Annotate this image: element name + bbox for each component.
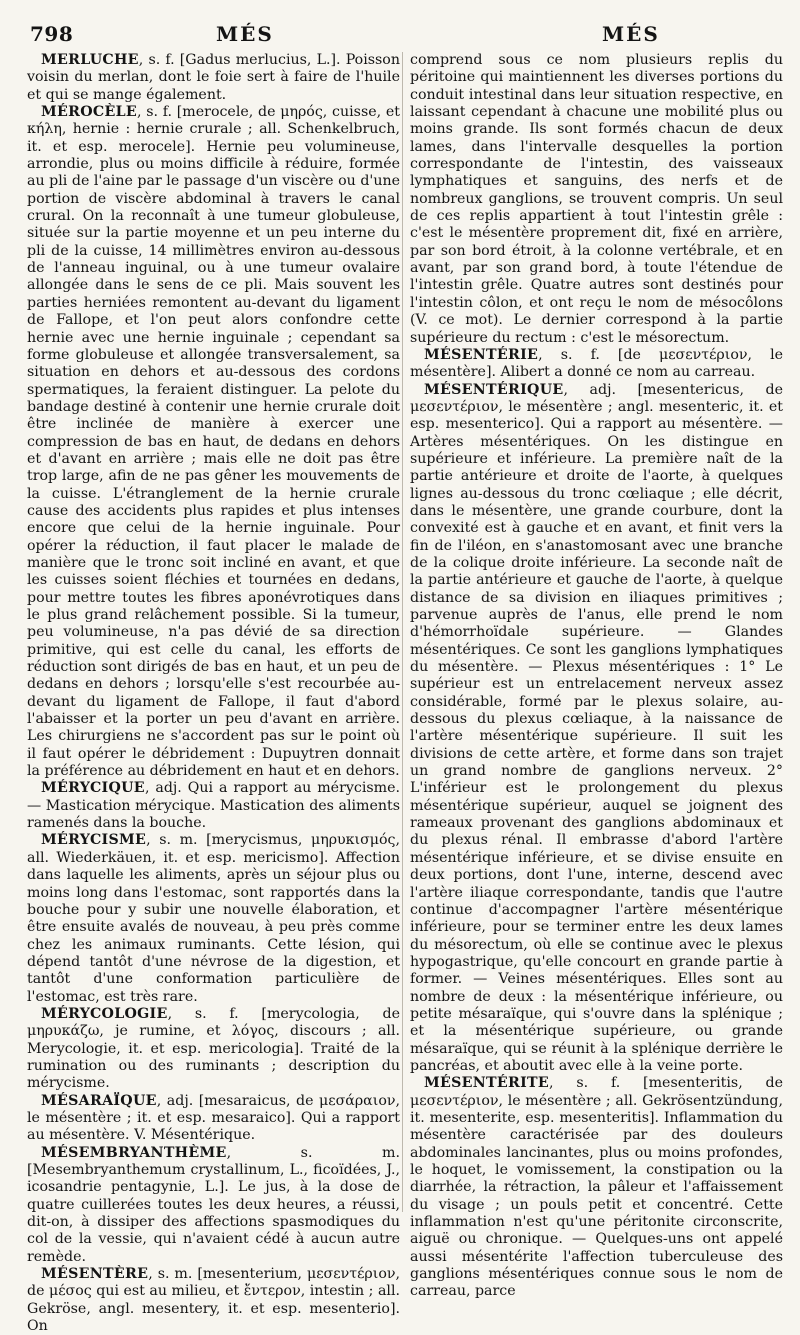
entry-mesenterie: [410, 347, 783, 382]
entry-text: , adj. [mesaraicus, de μεσάραιον, le mésentère ; it. et esp. mesaraico]. Qui a rapport au mésentère. V. Mésentérique.: [27, 1092, 400, 1144]
entry-mesenterite: [410, 1075, 783, 1300]
left-column: [27, 52, 400, 1335]
headword: MÉSENTÉRITE: [424, 1075, 550, 1092]
entry-text: , s. f. [merocele, de μηρός, cuisse, et κήλη, hernie : hernie crurale ; all. Schenkelbruch, it. et esp. merocele]. Hernie peu volumineuse, arrondie, plus ou moins difficile à réduire, formée au pli de l'aine par le passage d'un viscère ou d'une portion de viscère abdominal à travers le canal crural. On la reconnaît à une tumeur globuleuse, située sur la partie moyenne et un peu interne du pli de la cuisse, 14 millimètres environ au-dessous de l'anneau inguinal, ou à une tumeur ovalaire allongée dans le sens de ce pli. Mais souvent les parties herniées remontent au-devant du ligament de Fallope, et l'on peut alors confondre cette hernie avec une hernie inguinale ; cependant sa forme globuleuse et allongée transversalement, sa situation en dehors et au-dessous des cordons spermatiques, la feraient distinguer. La pelote du bandage destiné à contenir une hernie crurale doit être inclinée de manière à exercer une compression de bas en haut, de dedans en dehors et d'avant en arrière ; mais elle ne doit pas être trop large, afin de ne pas gêner les mouvements de la cuisse. L'étranglement de la hernie crurale cause des accidents plus rapides et plus intenses encore que celui de la hernie inguinale. Pour opérer la réduction, il faut placer le malade de manière que le tronc soit incliné en avant, et que les cuisses soient fléchies et tournées en dedans, pour mettre toutes les fibres aponévrotiques dans le plus grand relâchement possible. Si la tumeur, peu volumineuse, n'a pas dévié de sa direction primitive, qui est celle du canal, les efforts de réduction sont dirigés de bas en haut, et un peu de dedans en dehors ; lorsqu'elle s'est recourbée au-devant du ligament de Fallope, il faut d'abord l'abaisser et la porter un peu d'avant en arrière. Les chirurgiens ne s'accordent pas sur le point où il faut opérer le débridement : Dupuytren donnait la préférence au débridement en haut et en dehors.: [27, 104, 400, 780]
entry-text: , adj. [mesentericus, de μεσεντέριον, le mésentère ; angl. mesenteric, it. et esp. mesenterico]. Qui a rapport au mésentère. — Artères mésentériques. On les distingue en supérieure et inférieure. La première naît de la partie antérieure et droite de l'aorte, à quelques lignes au-dessous du tronc cœliaque ; elle décrit, dans le mésentère, une grande courbure, dont la convexité est à gauche et en avant, et finit vers la fin de l'iléon, en s'anastomosant avec une branche de la colique droite inférieure. La seconde naît de la partie antérieure et gauche de l'aorte, à quelque distance de sa division en iliaques primitives ; parvenue auprès de l'anus, elle prend le nom d'hémorrhoïdale supérieure. — Glandes mésentériques. Ce sont les ganglions lymphatiques du mésentère. — Plexus mésentériques : 1° Le supérieur est un entrelacement nerveux assez considérable, formé par le plexus solaire, au-dessous du plexus cœliaque, à la naissance de l'artère mésentérique supérieure. Il suit les divisions de cette artère, et forme dans son trajet un grand nombre de ganglions nerveux. 2° L'inférieur est le prolongement du plexus mésentérique supérieur, auquel se joignent des rameaux provenant des ganglions abdominaux et du plexus rénal. Il embrasse d'abord l'artère mésentérique inférieure, et se divise ensuite en deux portions, dont l'une, interne, descend avec l'artère iliaque correspondante, tandis que l'autre continue d'accompagner l'artère mésentérique inférieure, pour se terminer entre les deux lames du mésorectum, où elle se continue avec le plexus hypogastrique, qu'elle concourt en grande partie à former. — Veines mésentériques. Elles sont au nombre de deux : la mésentérique inférieure, ou petite mésaraïque, qui s'ouvre dans la splénique ; et la mésentérique supérieure, ou grande mésaraïque, qui se réunit à la splénique derrière le pancréas, et aboutit avec elle à la veine porte.: [410, 381, 783, 1074]
entry-mesembryantheme: [27, 1145, 400, 1266]
entry-mesentere-continued: [410, 52, 783, 347]
entry-mesenterique: [410, 382, 783, 1076]
headword: MÉSENTÈRE: [41, 1266, 149, 1283]
headword: MÉRYCISME: [41, 832, 147, 849]
page-header: [30, 22, 778, 50]
entry-text: , s. f. [mesenteritis, de μεσεντέριον, le mésentère ; all. Gekrösentzündung, it. mesenterite, esp. mesenteritis]. Inflammation du mésentère caractérisée par des douleurs abdominales lancinantes, plus ou moins profondes, le hoquet, le vomissement, la constipation ou la diarrhée, la rétraction, la pâleur et l'affaissement du visage ; un pouls petit et concentré. Cette inflammation n'est qu'une péritonite circonscrite, aiguë ou chronique. — Quelques-uns ont appelé aussi mésentérite l'affection tuberculeuse des ganglions mésentériques connue sous le nom de carreau, parce: [410, 1075, 783, 1300]
entry-text: comprend sous ce nom plusieurs replis du péritoine qui maintiennent les diverses portions du conduit intestinal dans leur situation respective, en laissant cependant à chacune une mobilité plus ou moins grande. Ils sont formés chacun de deux lames, dans l'intervalle desquelles la portion correspondante de l'intestin, des vaisseaux lymphatiques et sanguins, des nerfs et de nombreux ganglions, se trouvent compris. Un seul de ces replis appartient à tout l'intestin grêle : c'est le mésentère proprement dit, fixé en arrière, par son bord étroit, à la colonne vertébrale, et en avant, par son grand bord, à toute l'étendue de l'intestin grêle. Quatre autres sont destinés pour l'intestin côlon, et ont reçu le nom de mésocôlons (V. ce mot). Le dernier correspond à la partie supérieure du rectum : c'est le mésorectum.: [410, 52, 783, 346]
entry-text: , s. f. [Gadus merlucius, L.]. Poisson voisin du merlan, dont le foie sert à faire de l'huile et qui se mange également.: [27, 52, 400, 103]
entry-text: , s. f. [merycologia, de μηρυκάζω, je rumine, et λόγος, discours ; all. Merycologie, it. et esp. mericologia]. Traité de la rumination ou des ruminants ; description du mérycisme.: [27, 1005, 400, 1092]
headword: MÉSENTÉRIE: [424, 346, 539, 363]
headword: MÉSARAÏQUE: [41, 1092, 157, 1109]
column-divider: [402, 52, 403, 1212]
entry-text: , s. m. [mesenterium, μεσεντέριον, de μέσος qui est au milieu, et ἔντερον, intestin ; all. Gekröse, angl. mesentery, it. et esp. mesenterio]. On: [27, 1266, 400, 1335]
entry-mesaraique: [27, 1093, 400, 1145]
entry-merocele: [27, 104, 400, 780]
entry-merluche: [27, 52, 400, 104]
entry-text: , s. f. [de μεσεντέριον, le mésentère]. Alibert a donné ce nom au carreau.: [410, 346, 783, 381]
right-column: [410, 52, 783, 1300]
page-number: 798: [30, 22, 74, 46]
headword: MÉRYCOLOGIE: [41, 1005, 168, 1022]
entry-merycisme: [27, 832, 400, 1005]
entry-text: , adj. Qui a rapport au mérycisme. — Mastication mérycique. Mastication des aliments ramenés dans la bouche.: [27, 780, 400, 832]
entry-merycique: [27, 780, 400, 832]
headword: MERLUCHE: [41, 52, 139, 68]
running-head-right: MÉS: [602, 22, 660, 46]
entry-mesentere: [27, 1266, 400, 1335]
entry-text: , s. m. [Mesembryanthemum crystallinum, L., ficoïdées, J., icosandrie pentagynie, L.]. Le jus, à la dose de quatre cuillerées toutes les deux heures, a réussi, dit-on, à dissiper des affections spasmodiques du col de la vessie, qui n'avaient cédé à aucun autre remède.: [27, 1144, 400, 1265]
running-head-left: MÉS: [216, 22, 274, 46]
headword: MÉSENTÉRIQUE: [424, 381, 564, 398]
entry-merycologie: [27, 1006, 400, 1093]
headword: MÉSEMBRYANTHÈME: [41, 1144, 227, 1161]
entry-text: , s. m. [merycismus, μηρυκισμός, all. Wiederkäuen, it. et esp. mericismo]. Affection dans laquelle les aliments, après un séjour plus ou moins long dans l'estomac, sont rapportés dans la bouche pour y subir une nouvelle élaboration, et être ensuite avalés de nouveau, à peu près comme chez les animaux ruminants. Cette lésion, qui dépend tantôt d'une névrose de la digestion, et tantôt d'une conformation particulière de l'estomac, est très rare.: [27, 832, 400, 1005]
headword: MÉRYCIQUE: [41, 780, 145, 797]
headword: MÉROCÈLE: [41, 104, 137, 121]
